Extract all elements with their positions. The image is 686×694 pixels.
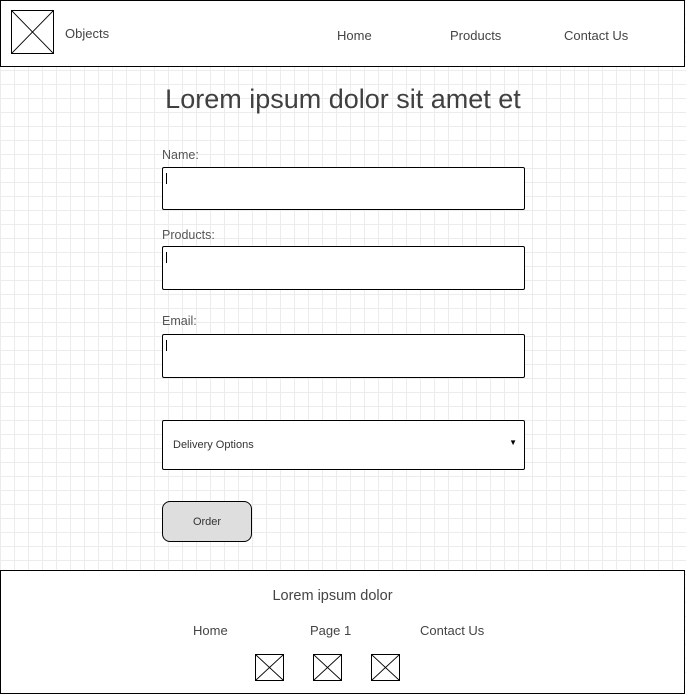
delivery-options-select[interactable] [162,420,525,470]
footer [0,570,685,694]
name-input-caret [166,173,167,184]
email-label: Email: [162,314,197,328]
products-input-caret [166,252,167,263]
header [0,0,685,67]
footer-nav-home-link[interactable]: Home [193,623,228,638]
nav-contact-us-link[interactable]: Contact Us [564,28,629,43]
email-input[interactable] [162,334,525,378]
footer-nav-page1-link[interactable]: Page 1 [310,623,352,638]
brand-name: Objects [65,26,110,41]
image-placeholder-icon[interactable] [313,654,342,681]
nav-home-link[interactable]: Home [337,28,372,43]
email-input-caret [166,340,167,351]
name-input[interactable] [162,167,525,210]
name-label: Name: [162,148,199,162]
page-title: Lorem ipsum dolor sit amet et [165,84,521,114]
order-button[interactable]: Order [162,501,252,542]
products-label: Products: [162,228,215,242]
products-input[interactable] [162,246,525,290]
image-placeholder-icon[interactable] [371,654,400,681]
logo-placeholder-icon[interactable] [11,10,54,54]
image-placeholder-icon[interactable] [255,654,284,681]
nav-products-link[interactable]: Products [450,28,502,43]
footer-title: Lorem ipsum dolor [272,588,393,604]
footer-nav-contact-us-link[interactable]: Contact Us [420,623,485,638]
delivery-options-value: Delivery Options [173,439,254,451]
dropdown-arrow-icon: ▼ [509,438,517,447]
